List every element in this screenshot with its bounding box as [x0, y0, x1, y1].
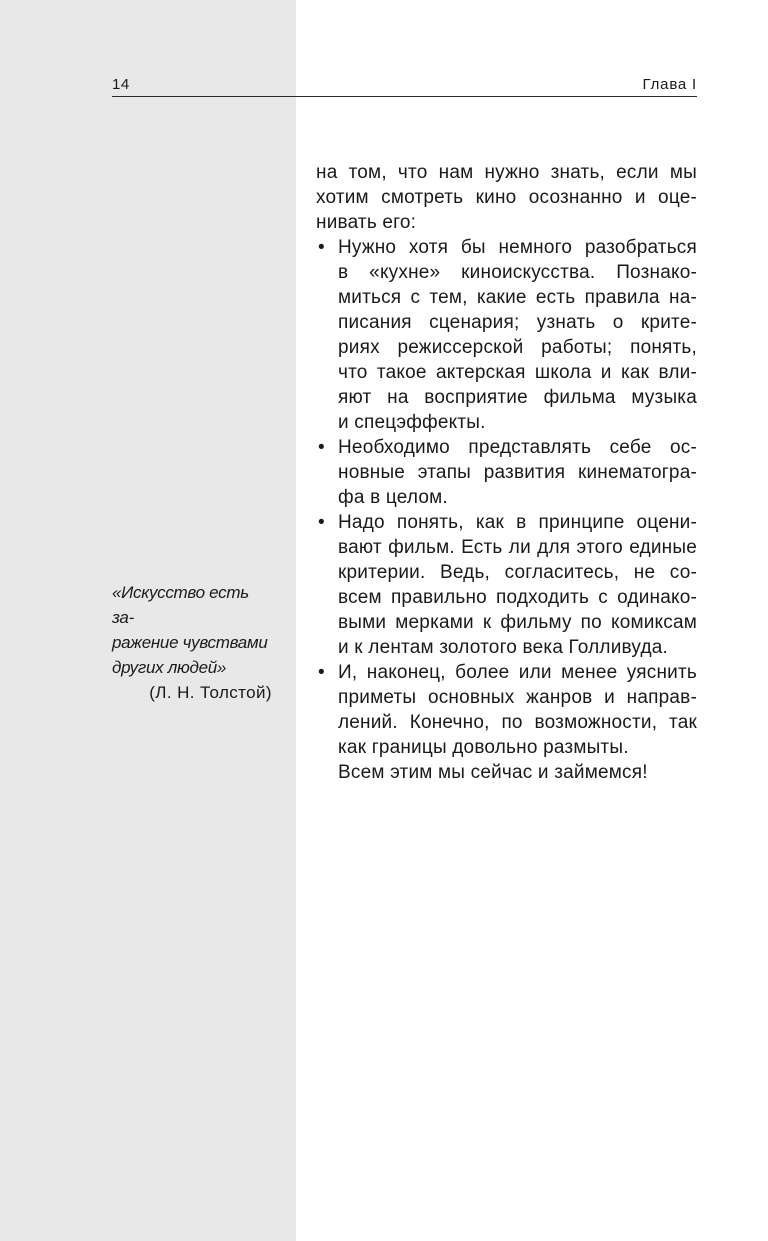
bullet-item-genres [316, 660, 697, 785]
text-line: И, наконец, более или менее уяснить [338, 662, 697, 683]
text-line: вают фильм. Есть ли для этого единые [338, 537, 697, 558]
text-line: миться с тем, какие есть правила на- [338, 287, 697, 308]
text-line: яют на восприятие фильма музыка [338, 387, 697, 408]
text-line: нивать его: [316, 212, 417, 233]
text-line: Нужно хотя бы немного разобраться [338, 237, 697, 258]
body-text [316, 160, 697, 785]
text-line: как границы довольно размыты. [338, 737, 629, 758]
text-line: лений. Конечно, по возможности, так [338, 712, 697, 733]
text-line: что такое актерская школа и как вли- [338, 362, 697, 383]
text-line: в «кухне» киноискусства. Познако- [338, 262, 697, 283]
intro-paragraph [316, 160, 697, 235]
text-line: Всем этим мы сейчас и займемся! [338, 762, 648, 783]
quote-line: других людей» [112, 658, 227, 677]
text-line: и к лентам золотого века Голливуда. [338, 637, 668, 658]
text-line: приметы основных жанров и направ- [338, 687, 697, 708]
quote-author: (Л. Н. Толстой) [149, 683, 272, 702]
bullet-icon: • [318, 512, 325, 533]
quote-line: ражение чувствами [112, 633, 268, 652]
text-line: Надо понять, как в принципе оцени- [338, 512, 697, 533]
text-line: критерии. Ведь, согласитесь, не со- [338, 562, 697, 583]
text-line: писания сценария; узнать о крите- [338, 312, 697, 333]
running-header [112, 74, 697, 97]
text-line: новные этапы развития кинематогра- [338, 462, 697, 483]
text-line: выми мерками к фильму по комиксам [338, 612, 697, 633]
bullet-icon: • [318, 437, 325, 458]
epigraph-quote [112, 580, 272, 705]
chapter-title: Глава I [642, 76, 697, 93]
quote-text [112, 580, 272, 680]
bullet-icon: • [318, 662, 325, 683]
quote-line: «Искусство есть за- [112, 583, 249, 627]
text-line: всем правильно подходить с одинако- [338, 587, 697, 608]
text-line: Необходимо представлять себе ос- [338, 437, 697, 458]
text-line: фа в целом. [338, 487, 448, 508]
text-line: на том, что нам нужно знать, если мы [316, 162, 697, 183]
text-line: риях режиссерской работы; понять, [338, 337, 697, 358]
text-line: хотим смотреть кино осознанно и оце- [316, 187, 697, 208]
text-line: и спецэффекты. [338, 412, 486, 433]
bullet-item-stages [316, 435, 697, 510]
bullet-icon: • [318, 237, 325, 258]
page-number: 14 [112, 76, 130, 93]
bullet-item-evaluation [316, 510, 697, 660]
bullet-item-kitchen [316, 235, 697, 435]
